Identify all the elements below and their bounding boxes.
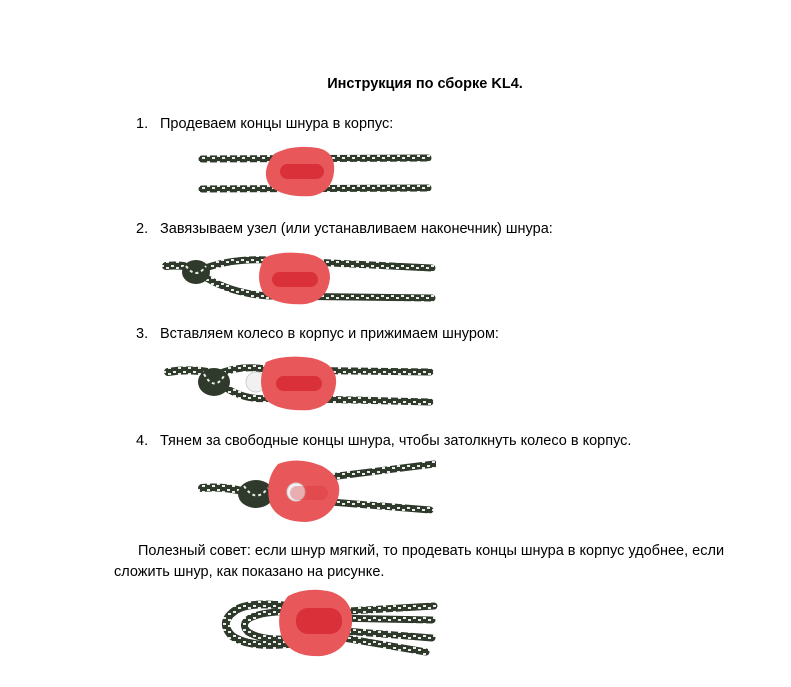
step-2	[136, 221, 553, 237]
cord-through-body-image	[196, 142, 436, 200]
page-title: Инструкция по сборке KL4.	[327, 76, 523, 92]
step-1	[136, 116, 393, 132]
useful-tip	[114, 541, 754, 583]
tip-text: Полезный совет: если шнур мягкий, то продевать концы шнура в корпус удобнее, если сложить шнур, как показано на рисунке.	[114, 543, 725, 580]
illustration-step-4	[196, 458, 436, 524]
step-number: 2.	[136, 221, 149, 237]
cord-knot-image	[160, 246, 440, 310]
illustration-step-3	[162, 352, 438, 416]
illustration-tip	[212, 586, 438, 662]
wheel-inserted-image	[162, 352, 438, 416]
step-text: Завязываем узел (или устанавливаем наконечник) шнура:	[160, 221, 553, 237]
step-number: 3.	[136, 326, 149, 342]
illustration-step-1	[196, 142, 436, 200]
step-3	[136, 326, 499, 342]
step-text: Продеваем концы шнура в корпус:	[160, 116, 394, 132]
wheel-pushed-in-image	[196, 458, 436, 524]
step-text: Вставляем колесо в корпус и прижимаем шнуром:	[160, 326, 499, 342]
folded-cord-image	[212, 586, 438, 662]
step-number: 4.	[136, 433, 149, 449]
step-4	[136, 433, 631, 449]
step-number: 1.	[136, 116, 149, 132]
illustration-step-2	[160, 246, 440, 310]
step-text: Тянем за свободные концы шнура, чтобы затолкнуть колесо в корпус.	[160, 433, 632, 449]
